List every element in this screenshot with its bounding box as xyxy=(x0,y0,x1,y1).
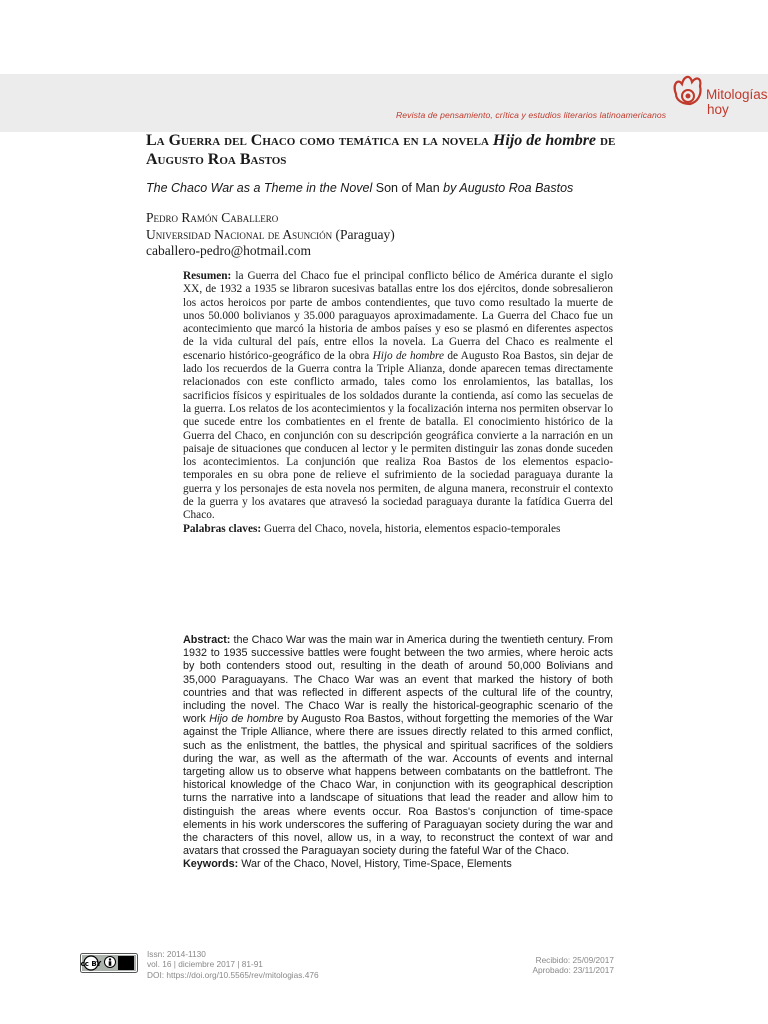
top-margin xyxy=(0,0,768,74)
footer-received: Recibido: 25/09/2017 xyxy=(535,955,614,965)
license-text: cc BY xyxy=(80,960,102,968)
author-email[interactable]: caballero-pedro@hotmail.com xyxy=(146,243,311,258)
resumen-text: Resumen: la Guerra del Chaco fue el principal conflicto bélico de América durante el siglo XX, de 1932 a 1935 se libraron sucesivas batallas entre los dos ejércitos, donde sobresalieron los actos heroicos por parte de ambos contendientes, que tuvo como resultado la muerte de unos 50.000 bolivianos y 35.000 paraguayos aproximadamente. La Guerra del Chaco fue un acontecimiento que marcó la historia de ambos países y eso se plasmó en diferentes aspectos de la vida cultural del país, entre ellos la novela. La Guerra del Chaco es realmente el escenario histórico-geográfico de la obra Hijo de hombre de Augusto Roa Bastos, sin dejar de lado los recuerdos de la Guerra contra la Triple Alianza, donde aparecen temas directamente relacionados con este conflicto armado, tales como los enrolamientos, las batallas, los sacrificios físicos y espirituales de los soldados durante la contienda, así como las secuelas de la guerra. Los relatos de los acontecimientos y la focalización interna nos permiten observar lo que sucede entre los combatientes en el frente de batalla. El conocimiento histórico de la Guerra del Chaco, en conjunción con su descripción geográfica convierte a la narración en un paisaje de situaciones que conducen al lector y le permiten distinguir las zonas donde suceden los acontecimientos. La conjunción que realiza Roa Bastos de los elementos espacio-temporales en su obra pone de relieve el sufrimiento de la sociedad paraguaya durante la guerra y los personajes de esta novela nos permiten, de alguna manera, reconstruir el contexto de la guerra y los avatares que atravesó la sociedad paraguaya durante la fatídica Guerra del Chaco. xyxy=(183,270,613,522)
footer-publication-info xyxy=(147,949,319,980)
author-name: Pedro Ramón Caballero xyxy=(146,210,279,225)
article-subtitle-english: The Chaco War as a Theme in the Novel Son of Man by Augusto Roa Bastos xyxy=(146,181,574,195)
journal-tagline: Revista de pensamiento, crítica y estudios literarios latinoamericanos xyxy=(396,110,667,120)
footer-approved: Aprobado: 23/11/2017 xyxy=(532,965,614,976)
footer-dates xyxy=(532,955,614,976)
abstract-keywords: Keywords: War of the Chaco, Novel, History, Time-Space, Elements xyxy=(183,858,512,871)
logo-text-mitologias: Mitologías xyxy=(706,87,768,102)
footer-volume: vol. 16 | diciembre 2017 | 81-91 xyxy=(147,959,263,970)
abstract-section xyxy=(183,634,613,872)
creative-commons-license-icon[interactable] xyxy=(80,953,138,973)
abstract-text: Abstract: the Chaco War was the main war in America during the twentieth century. From 1932 to 1935 successive battles were fought between the two armies, where heroic acts by both contenders stood out, resulting in the death of around 50,000 Bolivians and 35,000 Paraguayans. The Chaco War was an event that marked the history of both countries and that was reflected in different aspects of the cultural life of the country, including the novel. The Chaco War is really the historical-geographic scenario of the work Hijo de hombre by Augusto Roa Bastos, without forgetting the memories of the War against the Triple Alliance, where there are issues directly related to this armed conflict, such as the enlistment, the battles, the physical and spiritual sacrifices of the soldiers during the war, as well as the aftermath of the war. Accounts of events and internal targeting allow us to observe what happens between combatants on the battlefront. The historical knowledge of the Chaco War, in conjunction with its geographical description turns the narrative into a landscape of situations that lead the reader and allow him to distinguish the areas where events occur. Roa Bastos's conjunction of time-space elements in his work underscores the suffering of Paraguayan society during the war and the characters of this novel, allow us, in a way, to reconstruct the context of war and avatars that crossed the Paraguayan society during the fateful War of the Chaco. xyxy=(183,634,614,858)
footer-issn: Issn: 2014-1130 xyxy=(147,949,206,959)
journal-header xyxy=(0,74,768,132)
author-block xyxy=(146,210,546,260)
article-title: La Guerra del Chaco como temática en la novela Hijo de hombre de Augusto Roa Bastos xyxy=(146,132,616,168)
footer-doi[interactable]: DOI: https://doi.org/10.5565/rev/mitologias.476 xyxy=(147,969,319,980)
resumen-keywords: Palabras claves: Guerra del Chaco, novela, historia, elementos espacio-temporales xyxy=(183,522,561,535)
resumen-section xyxy=(183,270,613,536)
logo-text-hoy: hoy xyxy=(707,102,729,117)
author-affiliation-line: Universidad Nacional de Asunción (Paraguay) xyxy=(146,226,395,242)
